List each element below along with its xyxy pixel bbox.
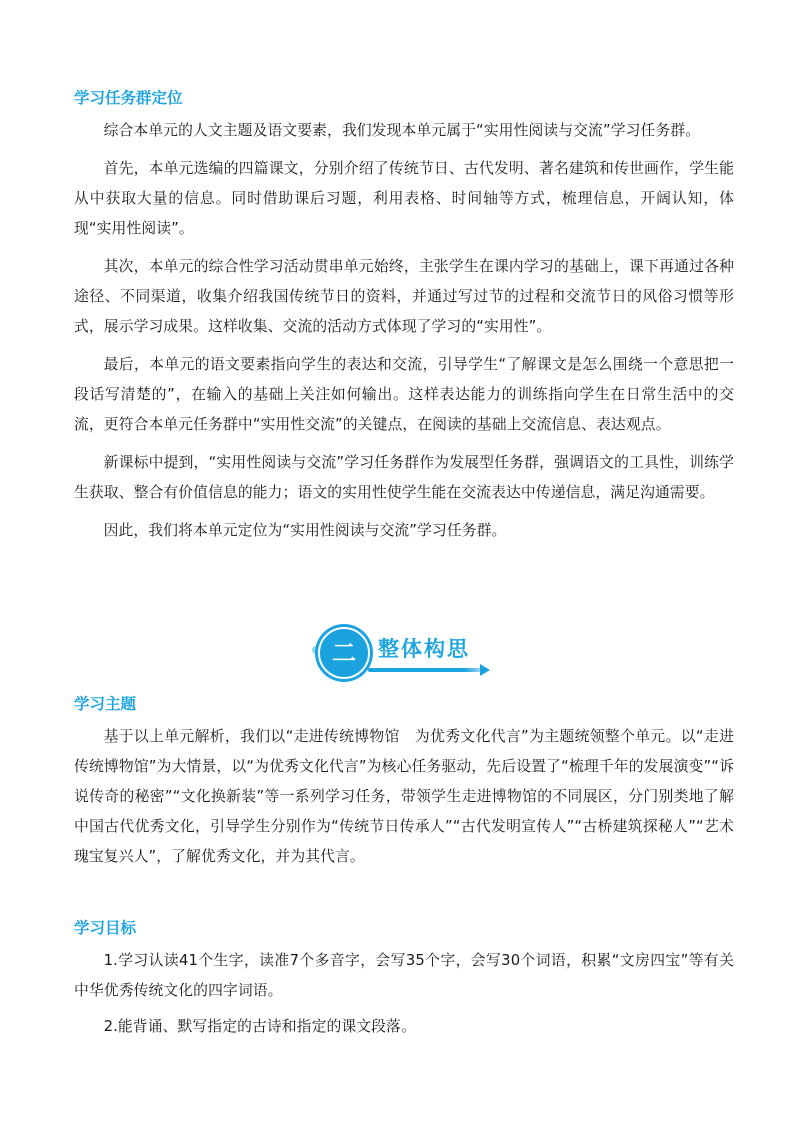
paragraph: 因此，我们将本单元定位为“实用性阅读与交流”学习任务群。 [103, 522, 507, 539]
paragraph: 基于以上单元解析，我们以“走进传统博物馆 为优秀文化代言”为主题统领整个单元。以“走进传统博物馆”为大情景，以“为优秀文化代言”为核心任务驱动，先后设置了“梳理千年的发展演变”“诉说传奇的秘密”“文化换新装”等一系列学习任务，带领学生走进博物馆的不同展区，分门别类地了解中国古代优秀文化，引导学生分别作为“传统节日传承人”“古代发明宣传人”“古桥建筑探秘人”“艺术瑰宝复兴人”，了解优秀文化，并为其代言。 [74, 728, 734, 865]
list-item: 1.学习认读41个生字，读准7个多音字，会写35个字，会写30个词语，积累“文房四宝”等有关中华优秀传统文化的四字词语。 [74, 952, 734, 999]
banner-underline [368, 668, 488, 672]
paragraph: 新课标中提到，“实用性阅读与交流”学习任务群作为发展型任务群，强调语文的工具性，训练学生获取、整合有价值信息的能力；语文的实用性使学生能在交流表达中传递信息，满足沟通需要。 [74, 454, 734, 501]
section-learning-theme [74, 690, 734, 872]
section-learning-goals [74, 914, 734, 1042]
paragraph: 最后，本单元的语文要素指向学生的表达和交流，引导学生“了解课文是怎么围绕一个意思把一段话写清楚的”，在输入的基础上关注如何输出。这样表达能力的训练指向学生在日常生活中的交流，更符合本单元任务群中“实用性交流”的关键点，在阅读的基础上交流信息、表达观点。 [74, 356, 734, 433]
section-task-group-positioning [74, 84, 734, 546]
section-heading: 学习主题 [74, 695, 137, 713]
section-banner [312, 624, 492, 680]
section-heading: 学习目标 [74, 919, 137, 937]
banner-number-badge: 二 [318, 627, 370, 679]
list-item: 2.能背诵、默写指定的古诗和指定的课文段落。 [103, 1018, 416, 1035]
paragraph: 其次，本单元的综合性学习活动贯串单元始终，主张学生在课内学习的基础上，课下再通过各种途径、不同渠道，收集介绍我国传统节日的资料，并通过写过节的过程和交流节日的风俗习惯等形式，展示学习成果。这样收集、交流的活动方式体现了学习的“实用性”。 [74, 258, 734, 335]
paragraph: 综合本单元的人文主题及语文要素，我们发现本单元属于“实用性阅读与交流”学习任务群。 [103, 122, 701, 139]
section-heading: 学习任务群定位 [74, 89, 183, 107]
paragraph: 首先，本单元选编的四篇课文，分别介绍了传统节日、古代发明、著名建筑和传世画作，学生能从中获取大量的信息。同时借助课后习题，利用表格、时间轴等方式，梳理信息，开阔认知，体现“实用性阅读”。 [74, 160, 734, 237]
arrow-right-icon [480, 664, 490, 676]
banner-title: 整体构思 [378, 637, 470, 661]
